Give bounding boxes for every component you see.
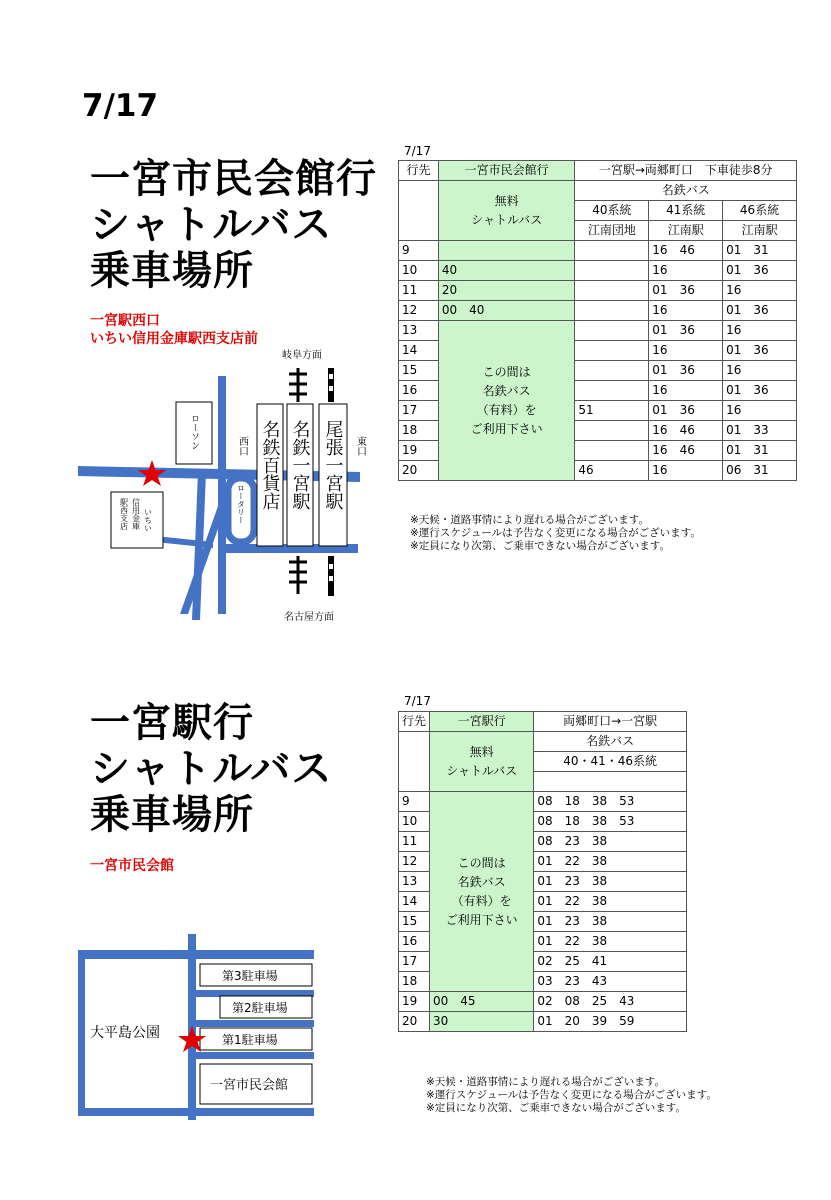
- line41-cell: 01 36: [649, 361, 723, 381]
- meitetsu-station-label: 名鉄一宮駅: [289, 420, 311, 510]
- hour-cell: 20: [399, 461, 439, 481]
- line41-cell: 01 36: [649, 401, 723, 421]
- line40-cell: [575, 341, 649, 361]
- line46-cell: 01 31: [723, 441, 797, 461]
- line41-cell: 16: [649, 261, 723, 281]
- north-label: 岐阜方面: [282, 350, 322, 361]
- hour-cell: 13: [399, 321, 439, 341]
- stop-header: 江南団地: [575, 221, 649, 241]
- meitetsu-cell: 08 18 38 53: [534, 792, 687, 812]
- free-shuttle-cell: [438, 181, 575, 241]
- section1-title: [90, 156, 377, 294]
- shuttle-cell: 00 45: [430, 992, 534, 1012]
- hour-cell: 9: [399, 792, 430, 812]
- rotary-label: ロータリー: [236, 484, 246, 524]
- line41-cell: 01 36: [649, 321, 723, 341]
- shuttle-cell: 00 40: [438, 301, 575, 321]
- hall-map: [74, 934, 320, 1120]
- meitetsu-dept-label: 名鉄百貨店: [259, 420, 281, 510]
- table-row: [399, 792, 687, 812]
- south-label: 名古屋方面: [284, 612, 334, 623]
- route-cell: 一宮駅→両郷町口 下車徒歩8分: [575, 161, 797, 181]
- west-exit-label: 西口: [236, 436, 248, 456]
- free-shuttle-line: 無料: [469, 744, 494, 759]
- table-row: [399, 261, 797, 281]
- line40-cell: [575, 441, 649, 461]
- dest-cell: 一宮市民会館行: [438, 161, 575, 181]
- location-line: 一宮駅西口: [90, 313, 160, 329]
- line41-cell: 16: [649, 341, 723, 361]
- dest-cell: 一宮駅行: [430, 712, 534, 732]
- dest-label: 行先: [399, 161, 439, 181]
- note-line: 名鉄バス: [482, 383, 531, 398]
- parking2-label: 第2駐車場: [232, 1001, 288, 1015]
- line46-cell: 06 31: [723, 461, 797, 481]
- line40-cell: 46: [575, 461, 649, 481]
- owari-station-label: 尾張一宮駅: [322, 420, 344, 510]
- hour-cell: 16: [399, 381, 439, 401]
- table-row: [399, 321, 797, 341]
- title-line: 乗車場所: [90, 248, 254, 294]
- hour-cell: 14: [399, 341, 439, 361]
- note-line: （有料）を: [451, 893, 512, 908]
- meitetsu-cell: 01 22 38: [534, 892, 687, 912]
- title-line: 乗車場所: [90, 792, 254, 838]
- line46-cell: 16: [723, 281, 797, 301]
- meitetsu-cell: 08 18 38 53: [534, 812, 687, 832]
- line40-cell: 51: [575, 401, 649, 421]
- location-line: いちい信用金庫駅西支店前: [90, 331, 258, 347]
- note-line: ご利用下さい: [470, 421, 543, 436]
- note-text: ※天候・道路事情により遅れる場合がございます。: [426, 1076, 665, 1088]
- bank-label-line: 信用金庫: [131, 498, 141, 530]
- line40-cell: [575, 301, 649, 321]
- meitetsu-cell: 01 23 38: [534, 872, 687, 892]
- hour-cell: 18: [399, 421, 439, 441]
- line41-cell: 01 36: [649, 281, 723, 301]
- hour-cell: 10: [399, 812, 430, 832]
- free-shuttle-line: シャトルバス: [471, 212, 543, 227]
- blank-cell: [399, 181, 439, 241]
- meitetsu-cell: 01 23 38: [534, 912, 687, 932]
- stop-header: 江南駅: [649, 221, 723, 241]
- note-line: この間は: [482, 364, 531, 379]
- hour-cell: 14: [399, 892, 430, 912]
- east-exit-label: 東口: [354, 436, 366, 456]
- section2-title: [90, 700, 332, 838]
- bank-label-line: 駅西支店: [119, 498, 129, 530]
- shuttle-cell: [438, 241, 575, 261]
- parking3-label: 第3駐車場: [222, 969, 278, 983]
- line46-cell: 16: [723, 321, 797, 341]
- note-text: ※定員になり次第、ご乗車できない場合がございます。: [426, 1102, 686, 1114]
- hour-cell: 10: [399, 261, 439, 281]
- table-row: [399, 992, 687, 1012]
- hour-cell: 18: [399, 972, 430, 992]
- meitetsu-cell: 02 25 41: [534, 952, 687, 972]
- stop-header: 江南駅: [723, 221, 797, 241]
- hour-cell: 13: [399, 872, 430, 892]
- meitetsu-header: 名鉄バス: [534, 732, 687, 752]
- hour-cell: 19: [399, 992, 430, 1012]
- timetable-to-station: [398, 711, 687, 1032]
- parking1-label: 第1駐車場: [222, 1033, 278, 1047]
- free-shuttle-cell: [430, 732, 534, 792]
- line46-cell: 16: [723, 361, 797, 381]
- line40-cell: [575, 281, 649, 301]
- title-line: 一宮市民会館行: [90, 156, 377, 202]
- section2-location: [90, 857, 174, 875]
- hour-cell: 11: [399, 281, 439, 301]
- line-header: 46系統: [723, 201, 797, 221]
- location-line: 一宮市民会館: [90, 858, 174, 874]
- note-text: ※定員になり次第、ご乗車できない場合がございます。: [410, 540, 670, 552]
- table-row: [399, 301, 797, 321]
- note-line: 名鉄バス: [457, 874, 506, 889]
- line41-cell: 16 46: [649, 241, 723, 261]
- table2-date: 7/17: [404, 694, 431, 708]
- table-row: [399, 1012, 687, 1032]
- line46-cell: 16: [723, 401, 797, 421]
- hour-cell: 17: [399, 952, 430, 972]
- hour-cell: 20: [399, 1012, 430, 1032]
- hour-cell: 16: [399, 932, 430, 952]
- note-text: ※運行スケジュールは予告なく変更になる場合がございます。: [426, 1089, 717, 1101]
- line-header: 40系統: [575, 201, 649, 221]
- line40-cell: [575, 421, 649, 441]
- note-line: この間は: [457, 855, 506, 870]
- hour-cell: 11: [399, 832, 430, 852]
- line46-cell: 01 36: [723, 381, 797, 401]
- line46-cell: 01 36: [723, 261, 797, 281]
- line41-cell: 16 46: [649, 441, 723, 461]
- table-row: [399, 281, 797, 301]
- hour-cell: 12: [399, 852, 430, 872]
- park-label: 大平島公園: [90, 1025, 160, 1041]
- note-text: ※運行スケジュールは予告なく変更になる場合がございます。: [410, 527, 701, 539]
- hour-cell: 12: [399, 301, 439, 321]
- meitetsu-cell: 08 23 38: [534, 832, 687, 852]
- hour-cell: 15: [399, 912, 430, 932]
- line41-cell: 16: [649, 461, 723, 481]
- timetable-to-hall: [398, 160, 797, 481]
- blank-cell: [534, 772, 687, 792]
- line-header: 41系統: [649, 201, 723, 221]
- line46-cell: 01 36: [723, 301, 797, 321]
- station-map: [78, 344, 378, 626]
- meitetsu-cell: 01 20 39 59: [534, 1012, 687, 1032]
- section1-location: [90, 312, 258, 348]
- meitetsu-cell: 03 23 43: [534, 972, 687, 992]
- line46-cell: 01 36: [723, 341, 797, 361]
- title-line: シャトルバス: [90, 746, 333, 792]
- line46-cell: 01 33: [723, 421, 797, 441]
- shuttle-cell: 30: [430, 1012, 534, 1032]
- line40-cell: [575, 361, 649, 381]
- note-line: （有料）を: [476, 402, 537, 417]
- line40-cell: [575, 381, 649, 401]
- line41-cell: 16: [649, 301, 723, 321]
- note-text: ※天候・道路事情により遅れる場合がございます。: [410, 514, 649, 526]
- table-row: [399, 241, 797, 261]
- title-line: 一宮駅行: [90, 700, 254, 746]
- route-cell: 両郷町口→一宮駅: [534, 712, 687, 732]
- line-header: 40・41・46系統: [534, 752, 687, 772]
- hour-cell: 19: [399, 441, 439, 461]
- shuttle-cell: 40: [438, 261, 575, 281]
- meitetsu-header: 名鉄バス: [575, 181, 797, 201]
- line46-cell: 01 31: [723, 241, 797, 261]
- table1-date: 7/17: [404, 144, 431, 158]
- title-line: シャトルバス: [90, 202, 333, 248]
- shuttle-cell: 20: [438, 281, 575, 301]
- paid-bus-note: [438, 321, 575, 481]
- line40-cell: [575, 321, 649, 341]
- hour-cell: 15: [399, 361, 439, 381]
- notes-1: [410, 514, 701, 553]
- lawson-label: ローソン: [189, 414, 199, 450]
- bank-label-line: いちい: [143, 508, 153, 532]
- notes-2: [426, 1076, 717, 1115]
- note-line: ご利用下さい: [445, 912, 518, 927]
- line40-cell: [575, 241, 649, 261]
- line41-cell: 16 46: [649, 421, 723, 441]
- meitetsu-cell: 01 22 38: [534, 932, 687, 952]
- meitetsu-cell: 01 22 38: [534, 852, 687, 872]
- paid-bus-note: [430, 792, 534, 992]
- line40-cell: [575, 261, 649, 281]
- hour-cell: 17: [399, 401, 439, 421]
- hour-cell: 9: [399, 241, 439, 261]
- free-shuttle-line: シャトルバス: [446, 763, 518, 778]
- meitetsu-cell: 02 08 25 43: [534, 992, 687, 1012]
- line41-cell: 16: [649, 381, 723, 401]
- page-date: 7/17: [82, 88, 159, 124]
- blank-cell: [399, 732, 430, 792]
- dest-label: 行先: [399, 712, 430, 732]
- hall-label: 一宮市民会館: [210, 1078, 289, 1093]
- free-shuttle-line: 無料: [494, 193, 519, 208]
